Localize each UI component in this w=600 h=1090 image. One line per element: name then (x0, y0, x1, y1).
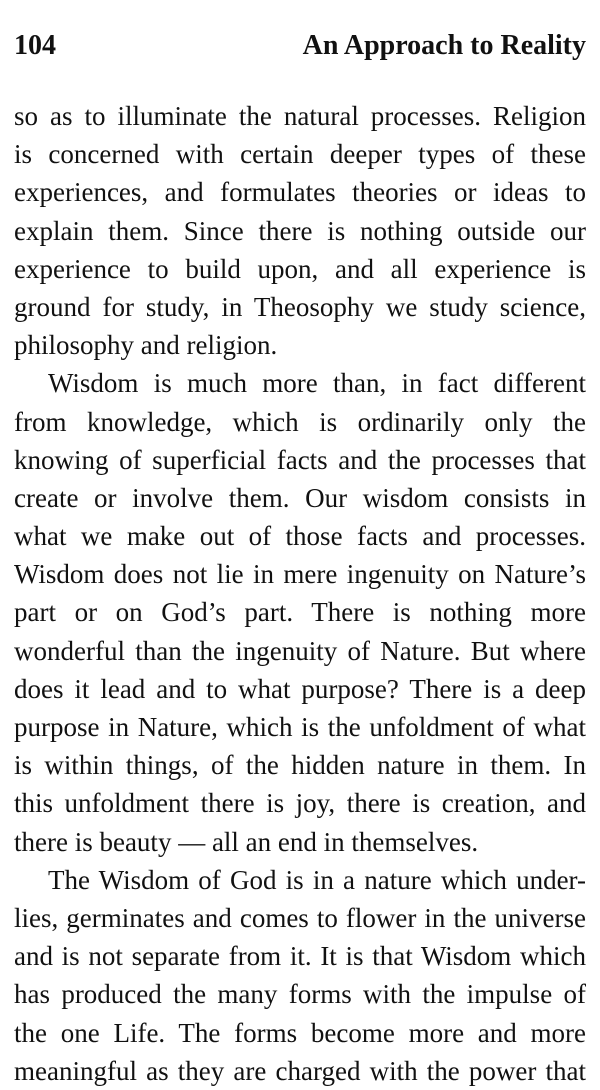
text-line: knowing of superficial facts and the processes that (14, 444, 586, 475)
text-line: this unfoldment there is joy, there is creation, and (14, 788, 586, 819)
paragraph-start-line: The Wisdom of God is in a nature which under- (48, 864, 586, 895)
text-line: what we make out of those facts and processes. (14, 521, 586, 552)
text-line: the one Life. The forms become more and more (14, 1017, 586, 1048)
text-line: purpose in Nature, which is the unfoldment of what (14, 712, 586, 742)
text-line: does it lead and to what purpose? There is a deep (14, 673, 586, 704)
text-line: create or involve them. Our wisdom consists in (14, 482, 586, 513)
body-text (14, 97, 586, 1090)
text-line: wonderful than the ingenuity of Nature. But where (14, 635, 586, 666)
text-line: part or on God’s part. There is nothing more (14, 597, 586, 628)
text-line: experiences, and formulates theories or ideas to (14, 177, 586, 208)
text-line: and is not separate from it. It is that Wisdom which (14, 941, 586, 972)
text-line: lies, germinates and comes to flower in the universe (14, 902, 586, 933)
text-line: from knowledge, which is ordinarily only the (14, 406, 586, 437)
text-line: Wisdom does not lie in mere ingenuity on Nature’s (14, 559, 586, 590)
page-number: 104 (14, 30, 56, 61)
text-line: so as to illuminate the natural processes. Religion (14, 101, 586, 131)
text-line: meaningful as they are charged with the power that (14, 1055, 586, 1086)
book-title: An Approach to Reality (302, 30, 586, 61)
text-line: explain them. Since there is nothing outside our (14, 215, 586, 246)
paragraph-start-line: Wisdom is much more than, in fact different (48, 368, 586, 399)
text-line: is within things, of the hidden nature in them. In (14, 750, 586, 781)
text-line: is concerned with certain deeper types of these (14, 139, 586, 170)
running-head (14, 26, 586, 66)
paragraph-end-line: there is beauty — all an end in themselves. (14, 826, 479, 857)
book-page (14, 0, 586, 1086)
text-line: has produced the many forms with the impulse of (14, 979, 586, 1010)
text-line: ground for study, in Theosophy we study science, (14, 291, 586, 322)
text-line: experience to build upon, and all experience is (14, 253, 586, 284)
paragraph-end-line: philosophy and religion. (14, 330, 278, 361)
